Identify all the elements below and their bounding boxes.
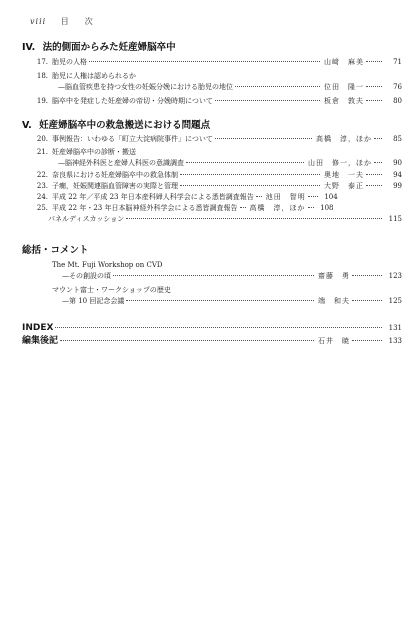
index-entry[interactable] xyxy=(22,322,402,335)
leader-dots xyxy=(308,207,314,208)
editorial-entry[interactable] xyxy=(22,335,402,348)
entry-author: 齋藤 勇 xyxy=(318,272,350,280)
toc-entry[interactable] xyxy=(22,203,402,214)
toc-entry[interactable] xyxy=(22,158,402,169)
entry-author: 高橋 淳，ほか xyxy=(249,204,306,212)
entry-title: 平成 22 年・23 年日本脳神経外科学会による悉皆調査報告 xyxy=(52,204,238,212)
leader-dots xyxy=(374,162,382,163)
entry-subtitle: —脳神経外科医と産婦人科医の意識調査 xyxy=(58,159,184,167)
entry-author: 端 和夫 xyxy=(318,297,350,305)
entry-subtitle: —その創設の頃 xyxy=(62,272,111,280)
index-page: 131 xyxy=(388,324,402,332)
toc-entry[interactable] xyxy=(22,214,402,225)
entry-author: 大野 泰正 xyxy=(324,182,364,190)
entry-subtitle: —脳血管疾患を持つ女性の妊娠分娩における胎児の地位 xyxy=(58,83,233,91)
leader-dots xyxy=(352,275,382,276)
entry-author: 位田 隆一 xyxy=(324,83,364,91)
entry-title: 妊産婦脳卒中の診断・搬送 xyxy=(52,148,136,156)
section-v-heading: 妊産婦脳卒中の救急搬送における問題点 xyxy=(39,120,211,131)
section-iv xyxy=(22,42,402,107)
summary-section xyxy=(22,245,402,307)
entry-number: 17. xyxy=(36,58,48,66)
toc-entry[interactable] xyxy=(22,147,402,158)
entry-page: 90 xyxy=(393,159,402,167)
entry-author: 山田 修一，ほか xyxy=(308,159,372,167)
toc-entry[interactable] xyxy=(22,271,402,282)
entry-page: 94 xyxy=(393,171,402,179)
back-matter xyxy=(22,322,402,348)
leader-dots xyxy=(186,162,304,163)
section-iv-heading: 法的側面からみた妊産婦脳卒中 xyxy=(42,42,176,53)
section-iv-title xyxy=(22,42,402,54)
leader-dots xyxy=(352,340,382,341)
section-v-number: V. xyxy=(22,120,32,131)
toc-entry[interactable] xyxy=(22,192,402,203)
entry-title: パネルディスカッション xyxy=(48,215,125,223)
leader-dots xyxy=(235,86,320,87)
running-head xyxy=(30,16,97,27)
editorial-author: 石井 暁 xyxy=(318,337,350,345)
entry-page: 99 xyxy=(393,182,402,190)
entry-page: 85 xyxy=(393,135,402,143)
entry-page: 115 xyxy=(388,215,402,223)
leader-dots xyxy=(215,138,312,139)
leader-dots xyxy=(240,207,246,208)
leader-dots xyxy=(308,196,318,197)
toc-entry[interactable] xyxy=(22,82,402,93)
section-v xyxy=(22,120,402,225)
leader-dots xyxy=(126,218,382,219)
leader-dots xyxy=(180,174,320,175)
editorial-page: 133 xyxy=(388,337,402,345)
summary-title: 総括・コメント xyxy=(22,245,89,256)
section-v-title xyxy=(22,120,402,132)
leader-dots xyxy=(366,86,382,87)
page-number-label: viii xyxy=(30,17,47,26)
leader-dots xyxy=(60,340,314,341)
entry-number: 25. xyxy=(36,204,48,212)
toc-entry[interactable] xyxy=(22,170,402,181)
entry-title: 奈良県における妊産婦脳卒中の救急体制 xyxy=(52,171,178,179)
toc-entry[interactable] xyxy=(22,71,402,82)
entry-author: 奥地 一夫 xyxy=(324,171,364,179)
toc-entry[interactable] xyxy=(22,296,402,307)
leader-dots xyxy=(366,100,382,101)
entry-number: 19. xyxy=(36,97,48,105)
entry-number: 24. xyxy=(36,193,48,201)
entry-number: 21. xyxy=(36,148,48,156)
entry-title: 脳卒中を発症した妊産婦の帝切・分娩時期について xyxy=(52,97,213,105)
toc-entry[interactable] xyxy=(22,181,402,192)
leader-dots xyxy=(180,185,320,186)
toc-entry[interactable] xyxy=(22,96,402,107)
entry-title: 子癇，妊娠関連脳血管障害の実際と管理 xyxy=(52,182,178,190)
section-iv-number: IV. xyxy=(22,42,36,53)
entry-page: 125 xyxy=(388,297,402,305)
leader-dots xyxy=(366,185,382,186)
leader-dots xyxy=(215,100,320,101)
entry-number: 23. xyxy=(36,182,48,190)
entry-page: 71 xyxy=(393,58,402,66)
entry-page: 104 xyxy=(324,193,338,201)
leader-dots xyxy=(366,61,382,62)
entry-page: 108 xyxy=(320,204,334,212)
index-title: INDEX xyxy=(22,323,54,333)
entry-number: 20. xyxy=(36,135,48,143)
entry-author: 池田 智明 xyxy=(265,193,306,201)
editorial-title: 編集後記 xyxy=(22,336,59,346)
entry-author: 板倉 敦夫 xyxy=(324,97,364,105)
entry-author: 高橋 淳，ほか xyxy=(316,135,372,143)
summary-item-heading: The Mt. Fuji Workshop on CVD xyxy=(52,261,163,269)
toc-entry[interactable] xyxy=(22,57,402,68)
entry-title: 胎児の人格 xyxy=(52,58,87,66)
leader-dots xyxy=(366,174,382,175)
leader-dots xyxy=(374,138,382,139)
toc-entry[interactable] xyxy=(22,134,402,145)
entry-title: 事例報告：いわゆる「町立大淀病院事件」について xyxy=(52,135,213,143)
leader-dots xyxy=(89,61,320,62)
entry-title: 平成 22 年／平成 23 年日本産科婦人科学会による悉皆調査報告 xyxy=(52,193,254,201)
leader-dots xyxy=(55,327,382,328)
entry-number: 18. xyxy=(36,72,48,80)
leader-dots xyxy=(126,300,314,301)
summary-item-heading: マウント富士・ワークショップの歴史 xyxy=(52,286,171,294)
entry-page: 123 xyxy=(388,272,402,280)
entry-subtitle: —第 10 回記念会議 xyxy=(62,297,125,305)
entry-page: 80 xyxy=(393,97,402,105)
leader-dots xyxy=(256,196,262,197)
entry-author: 山﨑 麻美 xyxy=(324,58,364,66)
running-title: 目 次 xyxy=(60,17,97,26)
entry-page: 76 xyxy=(393,83,402,91)
entry-title: 胎児に人権は認められるか xyxy=(52,72,136,80)
leader-dots xyxy=(113,275,314,276)
entry-number: 22. xyxy=(36,171,48,179)
leader-dots xyxy=(352,300,382,301)
